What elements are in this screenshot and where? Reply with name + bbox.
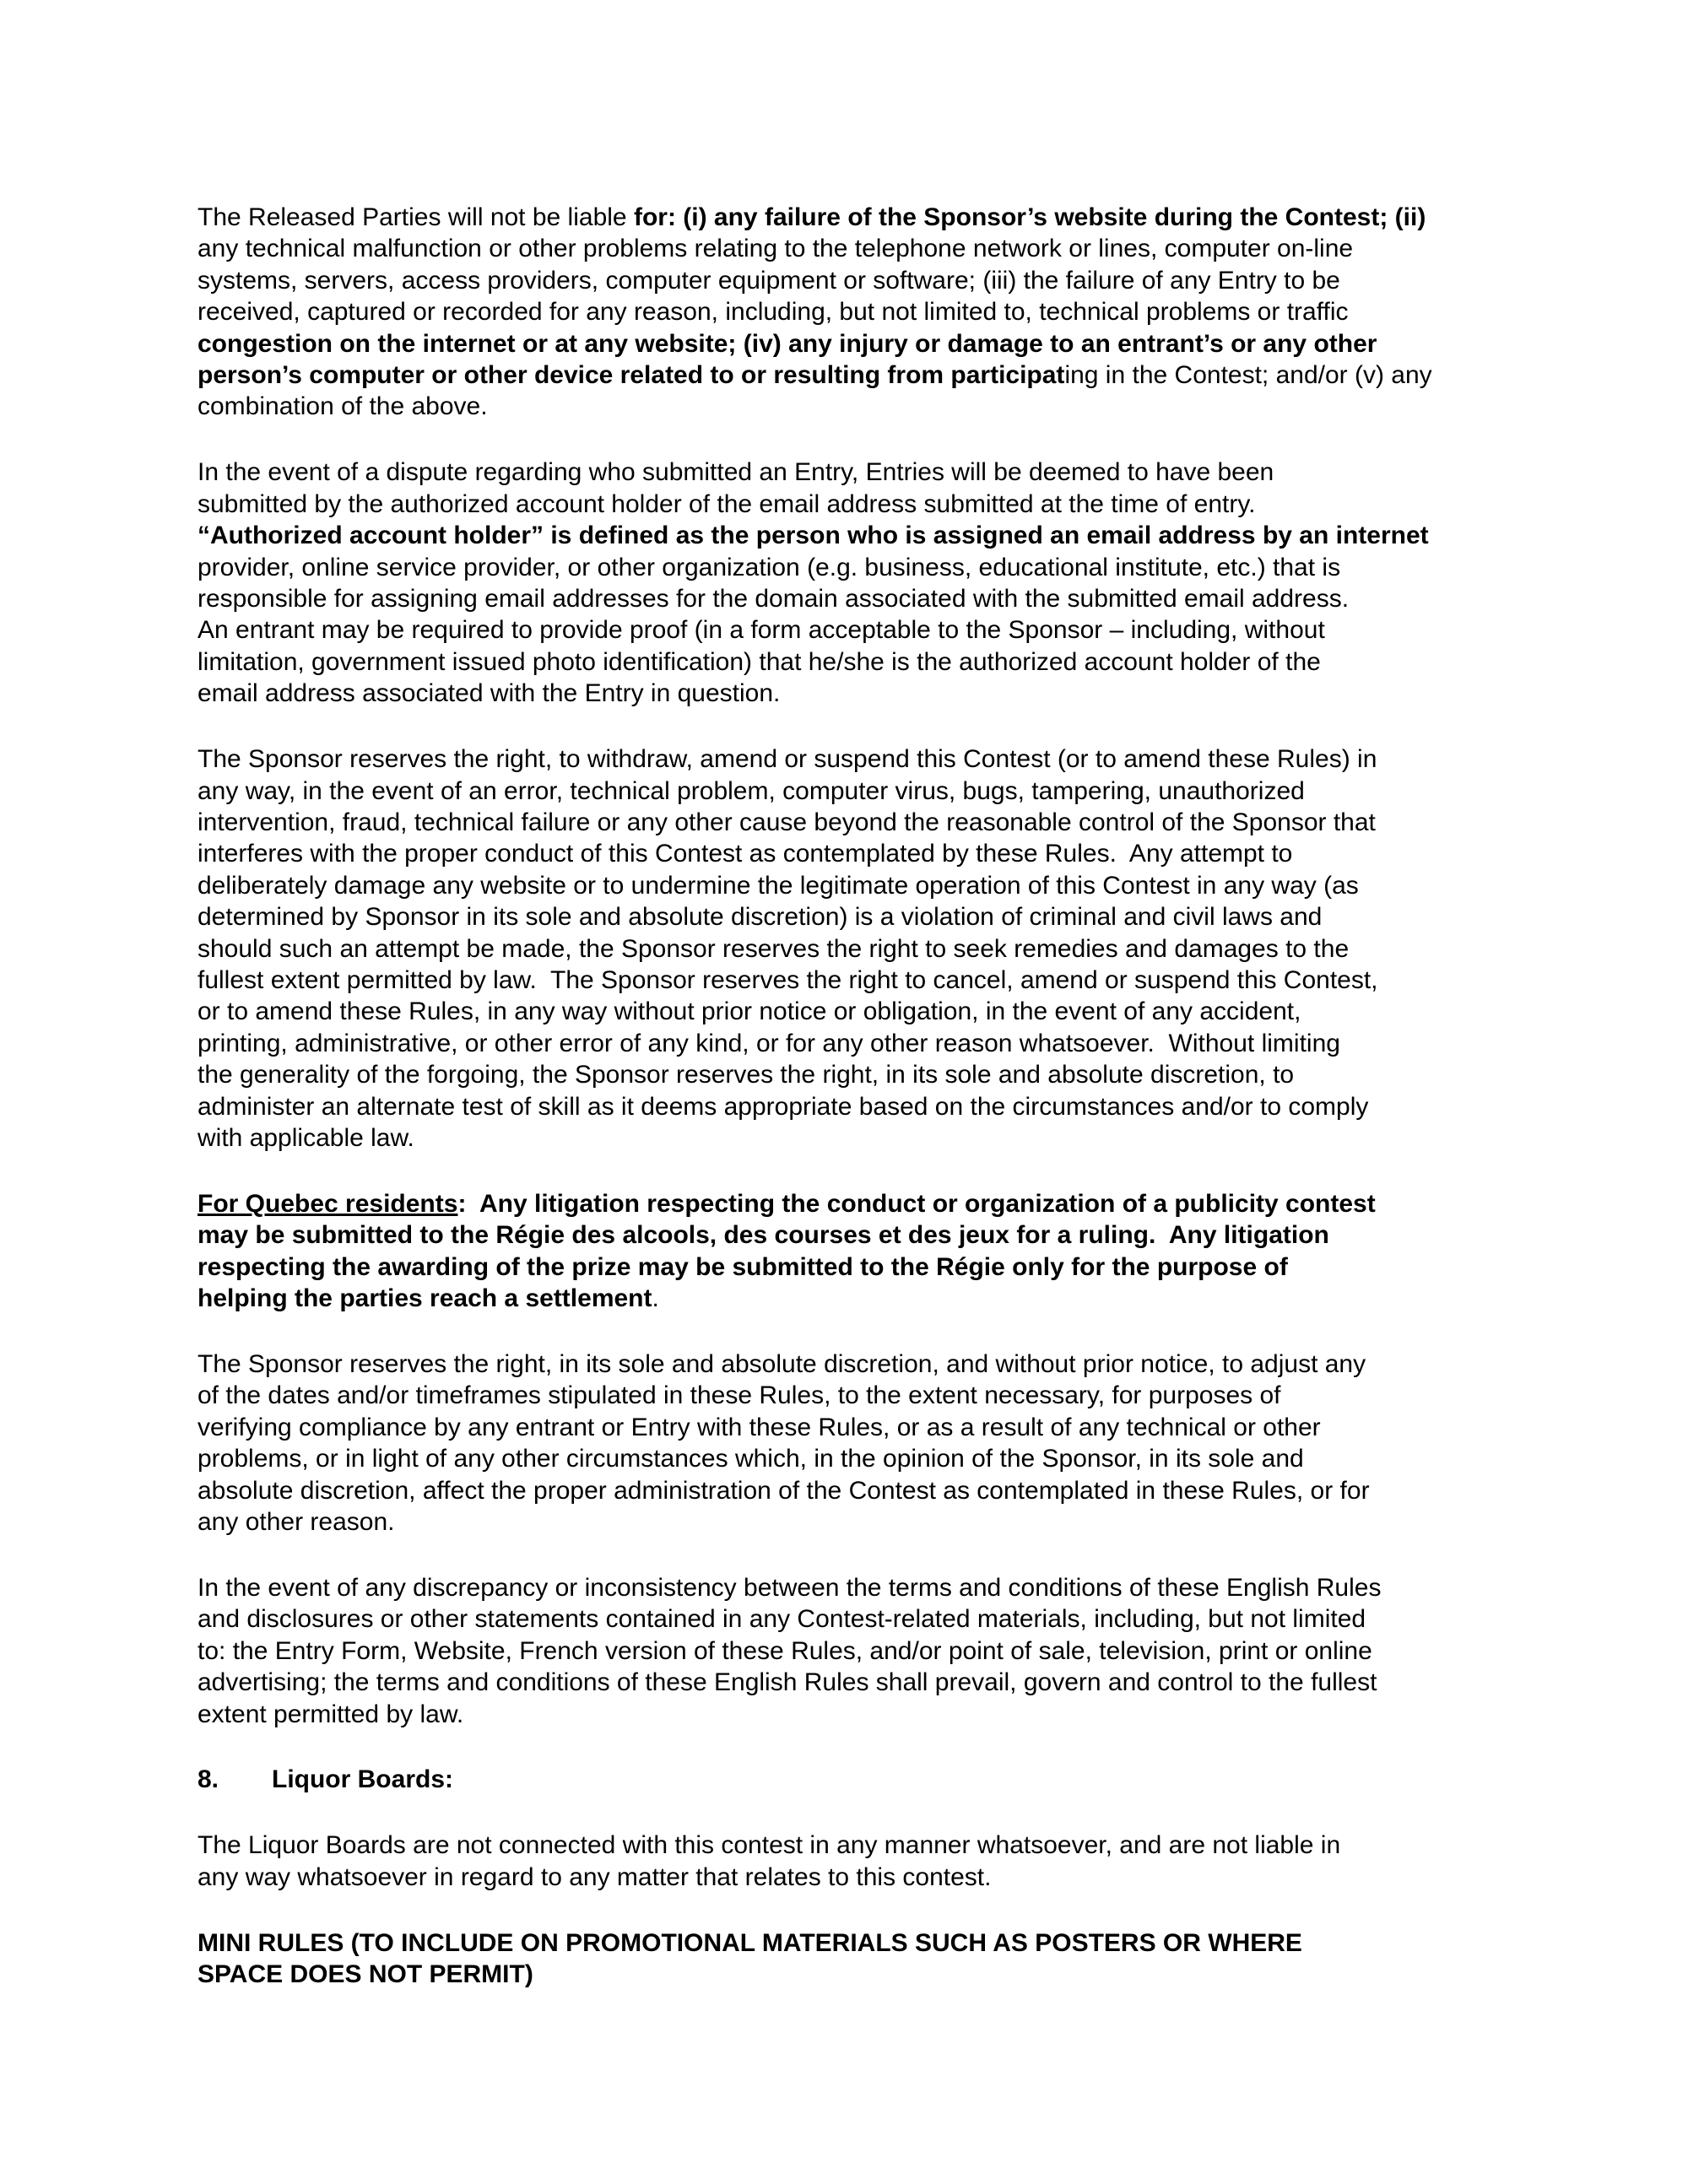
text-run: any way, in the event of an error, technical problem, computer virus, bugs, tampering, unauthorized (197, 776, 1305, 805)
text-line (197, 1188, 1501, 1219)
text-line (197, 1862, 1501, 1893)
text-run: respecting the awarding of the prize may be submitted to the Régie only for the purpose of (197, 1252, 1288, 1281)
text-run: advertising; the terms and conditions of these English Rules shall prevail, govern and control to the fullest (197, 1668, 1377, 1697)
text-line (197, 776, 1501, 807)
text-run: systems, servers, access providers, computer equipment or software; (iii) the failure of any Entry to be (197, 266, 1340, 295)
text-line (197, 1283, 1501, 1314)
text-run: received, captured or recorded for any reason, including, but not limited to, technical problems or traffic (197, 298, 1349, 327)
text-line (197, 743, 1501, 775)
text-line (197, 1667, 1501, 1698)
text-line (197, 489, 1501, 520)
text-line (197, 1443, 1501, 1474)
paragraph-liquor-boards (197, 1830, 1501, 1893)
text-line (197, 233, 1501, 264)
text-line (197, 552, 1501, 583)
text-line (197, 1219, 1501, 1251)
text-run: any technical malfunction or other problems relating to the telephone network or lines, computer on-line (197, 235, 1354, 263)
text-run: to: the Entry Form, Website, French version of these Rules, and/or point of sale, television, print or online (197, 1636, 1372, 1665)
text-line (197, 1412, 1501, 1443)
text-run: combination of the above. (197, 392, 488, 421)
text-run: provider, online service provider, or other organization (e.g. business, educational institute, etc.) that is (197, 553, 1341, 581)
text-run: . (652, 1284, 659, 1313)
text-line (197, 391, 1501, 422)
text-line (197, 678, 1501, 709)
text-line (197, 1699, 1501, 1730)
text-line (197, 1091, 1501, 1122)
text-line (197, 1506, 1501, 1538)
text-run: In the event of a dispute regarding who submitted an Entry, Entries will be deemed to have been (197, 458, 1274, 487)
text-line (197, 457, 1501, 488)
text-line (197, 646, 1501, 678)
text-line (197, 1475, 1501, 1506)
text-line (197, 1251, 1501, 1283)
text-line (197, 583, 1501, 614)
text-run: submitted by the authorized account holder of the email address submitted at the time of entry. (197, 489, 1256, 518)
text-line (197, 1122, 1501, 1154)
heading-mini-rules (197, 1927, 1501, 1991)
text-run: intervention, fraud, technical failure or any other cause beyond the reasonable control of the Sponsor that (197, 808, 1376, 836)
text-run: determined by Sponsor in its sole and absolute discretion) is a violation of criminal and civil laws and (197, 903, 1323, 932)
text-line (197, 614, 1501, 646)
text-line (197, 965, 1501, 996)
text-run: SPACE DOES NOT PERMIT) (197, 1960, 533, 1989)
text-run: any other reason. (197, 1508, 395, 1537)
text-run: responsible for assigning email addresses for the domain associated with the submitted email address. (197, 584, 1350, 613)
text-line (197, 1572, 1501, 1603)
text-run: congestion on the internet or at any website; (iv) any injury or damage to an entrant’s or any other (197, 329, 1377, 358)
text-line (197, 901, 1501, 933)
text-line (197, 1603, 1501, 1635)
paragraph-liability (197, 202, 1501, 423)
paragraph-sponsor-rights (197, 743, 1501, 1154)
text-run: An entrant may be required to provide proof (in a form acceptable to the Sponsor – including, without (197, 616, 1325, 645)
text-run: person’s computer or other device related to or resulting from participat (197, 361, 1065, 390)
text-line (197, 933, 1501, 965)
text-run: helping the parties reach a settlement (197, 1284, 652, 1313)
text-run: email address associated with the Entry in question. (197, 679, 781, 708)
paragraph-date-adjustment (197, 1349, 1501, 1538)
text-run: printing, administrative, or other error of any kind, or for any other reason whatsoever. Without limiting (197, 1029, 1340, 1057)
text-line (197, 1059, 1501, 1090)
text-run: extent permitted by law. (197, 1700, 464, 1728)
text-run: any way whatsoever in regard to any matter that relates to this contest. (197, 1862, 992, 1891)
text-line (197, 1349, 1501, 1380)
text-run: ing in the Contest; and/or (v) any (1064, 361, 1432, 390)
text-run: should such an attempt be made, the Sponsor reserves the right to seek remedies and damages to the (197, 934, 1350, 963)
text-run: “Authorized account holder” is defined as the person who is assigned an email address by an internet (197, 522, 1429, 550)
text-run: In the event of any discrepancy or inconsistency between the terms and conditions of these English Rules (197, 1573, 1382, 1602)
text-line (197, 265, 1501, 296)
text-run: 8. (197, 1765, 219, 1794)
text-run: the generality of the forgoing, the Sponsor reserves the right, in its sole and absolute discretion, to (197, 1061, 1295, 1089)
text-run: or to amend these Rules, in any way without prior notice or obligation, in the event of any accident, (197, 997, 1301, 1026)
paragraph-english-rules-prevail (197, 1572, 1501, 1730)
heading-liquor-boards (197, 1764, 1501, 1795)
text-line (197, 520, 1501, 551)
text-run: deliberately damage any website or to undermine the legitimate operation of this Contest in any way (as (197, 871, 1359, 900)
text-run: The Sponsor reserves the right, to withdraw, amend or suspend this Contest (or to amend these Rules) in (197, 745, 1377, 774)
text-run: verifying compliance by any entrant or Entry with these Rules, or as a result of any technical or other (197, 1413, 1321, 1441)
text-line (197, 996, 1501, 1027)
paragraph-dispute (197, 457, 1501, 709)
text-line (197, 202, 1501, 233)
text-line (197, 1927, 1501, 1959)
text-line (197, 870, 1501, 901)
text-run: and disclosures or other statements contained in any Contest-related materials, including, but not limited (197, 1605, 1366, 1634)
document-page (197, 202, 1501, 1991)
text-line (197, 838, 1501, 869)
text-line (197, 807, 1501, 838)
text-run: problems, or in light of any other circumstances which, in the opinion of the Sponsor, in its sole and (197, 1445, 1304, 1473)
text-run: interferes with the proper conduct of this Contest as contemplated by these Rules. Any attempt to (197, 840, 1293, 868)
text-line (197, 328, 1501, 359)
text-run: The Sponsor reserves the right, in its sole and absolute discretion, and without prior notice, to adjust any (197, 1350, 1366, 1378)
text-run: with applicable law. (197, 1123, 414, 1152)
text-run: The Released Parties will not be liable (197, 203, 634, 231)
text-run: : Any litigation respecting the conduct or organization of a publicity contest (457, 1189, 1376, 1218)
text-line (197, 296, 1501, 327)
text-run: absolute discretion, affect the proper administration of the Contest as contemplated in these Rules, or for (197, 1476, 1370, 1505)
text-run: fullest extent permitted by law. The Sponsor reserves the right to cancel, amend or suspend this Contest, (197, 965, 1378, 994)
text-line (197, 1380, 1501, 1411)
text-line (197, 1635, 1501, 1667)
text-run: limitation, government issued photo identification) that he/she is the authorized account holder of the (197, 647, 1321, 676)
text-run: For Quebec residents (197, 1189, 458, 1218)
text-run: may be submitted to the Régie des alcools, des courses et des jeux for a ruling. Any litigation (197, 1221, 1329, 1250)
text-line (197, 359, 1501, 391)
text-line (197, 1830, 1501, 1861)
text-run: The Liquor Boards are not connected with this contest in any manner whatsoever, and are not liable in (197, 1831, 1341, 1860)
text-run: Liquor Boards: (272, 1765, 453, 1794)
text-run: administer an alternate test of skill as it deems appropriate based on the circumstances and/or to comply (197, 1092, 1369, 1121)
text-line (197, 1028, 1501, 1059)
text-run: MINI RULES (TO INCLUDE ON PROMOTIONAL MATERIALS SUCH AS POSTERS OR WHERE (197, 1928, 1302, 1957)
paragraph-quebec-residents (197, 1188, 1501, 1315)
text-run: for: (i) any failure of the Sponsor’s website during the Contest; (ii) (633, 203, 1426, 231)
text-line (197, 1764, 1501, 1795)
text-line (197, 1959, 1501, 1990)
text-run: of the dates and/or timeframes stipulated in these Rules, to the extent necessary, for purposes of (197, 1381, 1281, 1410)
